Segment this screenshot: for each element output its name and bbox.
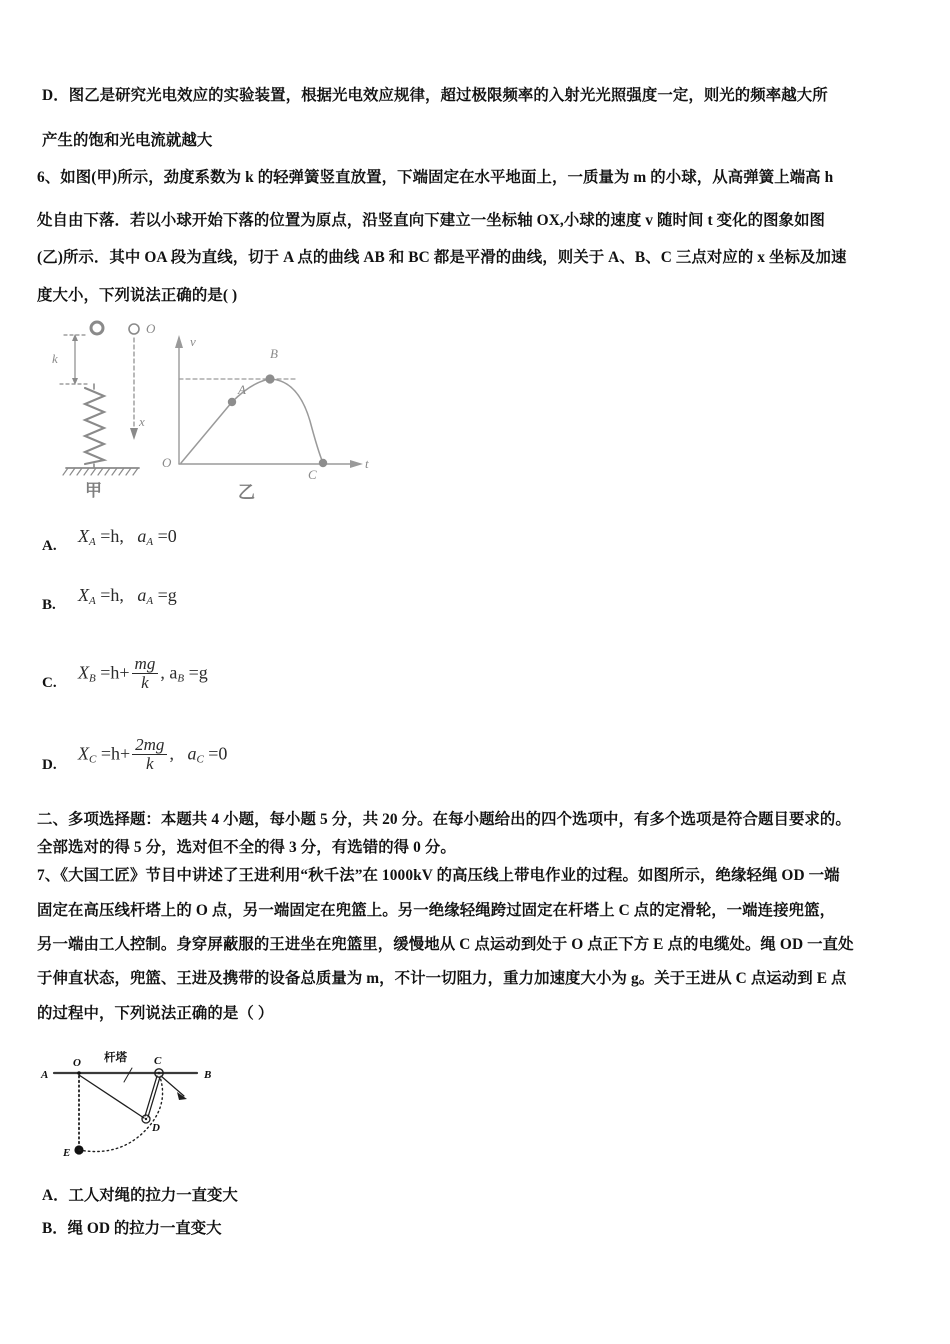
label-k: k — [52, 351, 58, 366]
q6-option-c-letter[interactable]: C. — [42, 675, 57, 691]
q6-opt-c-var1: X — [78, 662, 89, 683]
q7-option-a-letter: A． — [42, 1187, 69, 1204]
q5-option-d-line2: 产生的饱和光电流就越大 — [42, 132, 213, 149]
q6-opt-a-var2: a — [137, 526, 147, 546]
q7-label-O: O — [73, 1057, 81, 1069]
q6-opt-b-rhs1: =h, — [100, 585, 124, 605]
q6-opt-c-sub2: B — [177, 672, 185, 685]
q7-option-b[interactable] — [42, 1216, 222, 1238]
q6-opt-a-rhs2: =0 — [157, 526, 177, 546]
label-B: B — [270, 346, 278, 361]
q7-option-b-letter: B． — [42, 1220, 68, 1237]
q7-stem-line3: 另一端由工人控制。身穿屏蔽服的王进坐在兜篮里，缓慢地从 C 点运动到处于 O 点正下方 E 点的电缆处。绳 OD 一直处 — [37, 936, 854, 953]
q6-opt-c-frac-den: k — [132, 673, 159, 692]
q7-label-tower: 杆塔 — [104, 1052, 127, 1064]
q6-opt-d-rhs2: =0 — [208, 743, 228, 764]
q6-opt-c-rhs2: =g — [188, 662, 208, 683]
q6-option-a-expr — [78, 526, 177, 548]
q6-stem-line3: (乙)所示．其中 OA 段为直线，切于 A 点的曲线 AB 和 BC 都是平滑的曲线，则关于 A、B、C 三点对应的 x 坐标及加速 — [37, 249, 847, 266]
q6-opt-d-tail: , — [169, 743, 174, 764]
q7-stem-line2: 固定在高压线杆塔上的 O 点，另一端固定在兜篮上。另一绝缘轻绳跨过固定在杆塔上 C 点的定滑轮，一端连接兜篮， — [37, 902, 836, 919]
q6-opt-a-sub2: A — [146, 536, 154, 548]
q7-label-A: A — [41, 1069, 49, 1081]
q6-option-b-letter[interactable]: B. — [42, 597, 56, 613]
q6-opt-d-var1: X — [78, 743, 89, 764]
label-v: v — [190, 334, 196, 349]
q6-opt-d-frac-den: k — [132, 754, 167, 773]
q6-opt-c-fraction — [132, 655, 159, 692]
q6-option-d-letter[interactable]: D. — [42, 757, 57, 773]
q6-opt-a-var1: X — [78, 526, 89, 546]
q6-opt-b-rhs2: =g — [157, 585, 177, 605]
q6-opt-c-sub1: B — [89, 672, 96, 685]
q7-label-D: D — [152, 1122, 160, 1134]
q7-label-C: C — [154, 1055, 162, 1067]
q6-opt-d-frac-num: 2mg — [135, 735, 165, 754]
q6-opt-b-var2: a — [137, 585, 147, 605]
q6-stem-line2: 处自由下落．若以小球开始下落的位置为原点，沿竖直向下建立一坐标轴 OX,小球的速度 v 随时间 t 变化的图象如图 — [37, 212, 826, 229]
q6-opt-c-frac-num: mg — [134, 654, 156, 673]
label-t: t — [365, 456, 369, 471]
q6-stem-line4: 度大小，下列说法正确的是( ) — [37, 287, 238, 304]
label-O-axis: O — [146, 321, 156, 336]
q7-label-B: B — [204, 1069, 212, 1081]
q6-opt-d-var2: a — [187, 743, 197, 764]
q6-option-b-expr — [78, 585, 177, 607]
q6-option-d-expr — [78, 737, 227, 774]
q7-stem-line4: 于伸直状态，兜篮、王进及携带的设备总质量为 m，不计一切阻力，重力加速度大小为 g。关于王进从 C 点运动到 E 点 — [37, 970, 847, 987]
q7-stem-line5: 的过程中，下列说法正确的是（ ） — [37, 1005, 274, 1022]
q6-opt-d-fraction — [132, 736, 167, 773]
q6-opt-d-sub1: C — [89, 753, 97, 766]
q7-option-b-text: 绳 OD 的拉力一直变大 — [67, 1220, 222, 1237]
q6-fig-caption-yi: 乙 — [238, 483, 255, 501]
q6-opt-b-var1: X — [78, 585, 89, 605]
q6-fig-caption-jia: 甲 — [85, 481, 102, 500]
section2-heading-line2: 全部选对的得 5 分，选对但不全的得 3 分，有选错的得 0 分。 — [37, 839, 456, 856]
q6-opt-c-rhs1: =h+ — [100, 662, 130, 683]
label-O-origin: O — [162, 455, 172, 470]
q5-option-d-line1: D．图乙是研究光电效应的实验装置，根据光电效应规律，超过极限频率的入射光光照强度一定，则光的频率越大所 — [42, 87, 828, 104]
q7-option-a-text: 工人对绳的拉力一直变大 — [68, 1187, 238, 1204]
q7-label-E: E — [63, 1147, 71, 1159]
q6-option-a-letter[interactable]: A. — [42, 538, 57, 554]
q6-opt-c-tail: , a — [160, 662, 178, 683]
q6-stem-line1: 6、如图(甲)所示，劲度系数为 k 的轻弹簧竖直放置，下端固定在水平地面上，一质量为 m 的小球，从高弹簧上端高 h — [37, 169, 834, 186]
q7-figure — [32, 1040, 252, 1175]
label-C: C — [308, 467, 317, 482]
q6-option-c-expr — [78, 656, 208, 693]
section2-heading-line1: 二、多项选择题：本题共 4 小题，每小题 5 分，共 20 分。在每小题给出的四个选项中，有多个选项是符合题目要求的。 — [37, 811, 851, 828]
q6-opt-b-sub1: A — [89, 595, 96, 607]
q6-figure — [42, 316, 382, 501]
q7-stem-line1: 7、《大国工匠》节目中讲述了王进利用“秋千法”在 1000kV 的高压线上带电作业的过程。如图所示，绝缘轻绳 OD 一端 — [37, 867, 840, 884]
q6-opt-a-rhs1: =h, — [100, 526, 124, 546]
q6-opt-a-sub1: A — [89, 536, 96, 548]
q6-opt-d-rhs1: =h+ — [100, 743, 131, 764]
q7-option-a[interactable] — [42, 1183, 238, 1205]
label-A: A — [238, 382, 246, 397]
label-x: x — [139, 414, 145, 429]
q6-opt-b-sub2: A — [146, 595, 154, 607]
q6-opt-d-sub2: C — [196, 753, 204, 766]
